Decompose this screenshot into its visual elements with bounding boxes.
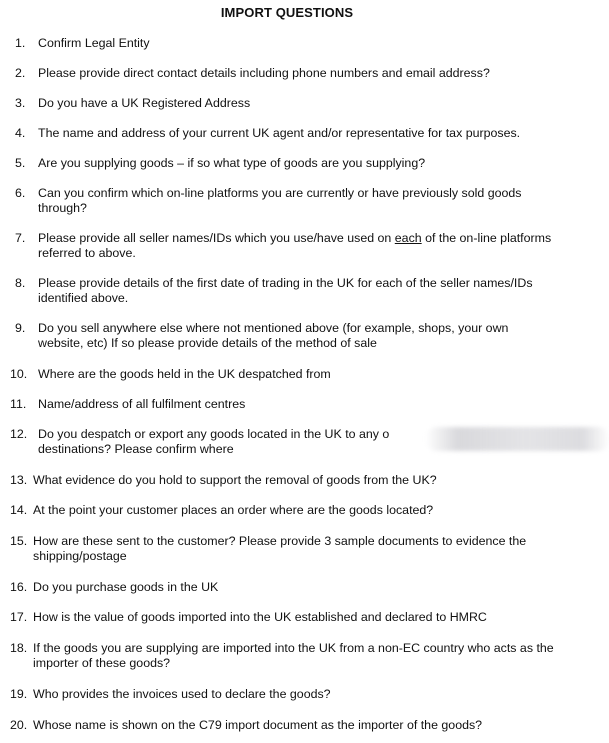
question-text: Do you purchase goods in the UK — [33, 580, 219, 594]
question-number: 8. — [15, 276, 26, 290]
question-18 — [0, 641, 583, 671]
question-text: Are you supplying goods – if so what type of goods are you supplying? — [38, 156, 426, 170]
question-text: The name and address of your current UK agent and/or representative for tax purposes. — [38, 126, 521, 140]
question-number: 6. — [15, 186, 26, 200]
question-text: How are these sent to the customer? Please provide 3 sample documents to evidence the shipping/postage — [33, 534, 527, 563]
question-number: 14. — [10, 503, 28, 517]
question-11 — [0, 397, 593, 412]
question-text: Where are the goods held in the UK despatched from — [38, 367, 331, 381]
question-19 — [0, 687, 588, 702]
question-text: Confirm Legal Entity — [38, 36, 150, 50]
question-10 — [0, 367, 593, 382]
question-text: Name/address of all fulfilment centres — [38, 397, 246, 411]
question-text: Do you have a UK Registered Address — [38, 96, 251, 110]
question-17 — [0, 610, 588, 625]
question-text: Please provide all seller names/IDs which you use/have used on each of the on-line platforms referred to above. — [38, 231, 552, 260]
question-13 — [0, 473, 588, 488]
document-title: IMPORT QUESTIONS — [220, 5, 354, 20]
question-text: Do you sell anywhere else where not mentioned above (for example, shops, your own website, etc) If so please provide details of the method of sale — [38, 321, 509, 350]
question-number: 5. — [15, 156, 26, 170]
question-number: 2. — [15, 66, 26, 80]
question-text: Whose name is shown on the C79 import document as the importer of the goods? — [33, 718, 483, 732]
question-text: Please provide details of the first date of trading in the UK for each of the seller names/IDs identified above. — [38, 276, 533, 305]
question-number: 16. — [10, 580, 28, 594]
question-number: 20. — [10, 718, 28, 732]
question-6 — [0, 186, 558, 216]
question-text: Who provides the invoices used to declare the goods? — [33, 687, 331, 701]
question-number: 13. — [10, 473, 28, 487]
question-number: 10. — [10, 367, 28, 381]
question-text: Please provide direct contact details including phone numbers and email address? — [38, 66, 490, 80]
question-5 — [0, 156, 588, 171]
question-4 — [0, 126, 588, 141]
question-text: If the goods you are supplying are imported into the UK from a non-EC country who acts as the importer of these goods? — [33, 641, 554, 670]
question-number: 17. — [10, 610, 28, 624]
question-number: 11. — [10, 397, 27, 411]
question-7 — [0, 231, 588, 261]
question-1 — [0, 36, 588, 51]
question-number: 9. — [15, 321, 26, 335]
question-14 — [0, 503, 588, 518]
question-text: Do you despatch or export any goods located in the UK to any o — [38, 427, 390, 441]
question-2 — [0, 66, 588, 81]
question-text: How is the value of goods imported into the UK established and declared to HMRC — [33, 610, 487, 624]
redaction-blur — [425, 427, 609, 451]
question-text: At the point your customer places an order where are the goods located? — [33, 503, 434, 517]
question-9 — [0, 321, 548, 351]
question-number: 15. — [10, 534, 28, 548]
question-16 — [0, 580, 588, 595]
question-number: 7. — [15, 231, 26, 245]
question-number: 12. — [10, 427, 28, 441]
question-number: 19. — [10, 687, 28, 701]
question-8 — [0, 276, 573, 306]
question-3 — [0, 96, 588, 111]
question-number: 4. — [15, 126, 26, 140]
question-20 — [0, 718, 588, 733]
question-number: 1. — [15, 36, 26, 50]
emphasis-each: each — [394, 231, 422, 245]
question-text: Can you confirm which on-line platforms you are currently or have previously sold goods through? — [38, 186, 522, 215]
question-text: What evidence do you hold to support the removal of goods from the UK? — [33, 473, 437, 487]
question-number: 3. — [15, 96, 26, 110]
question-15 — [0, 534, 578, 564]
question-text-line-2: destinations? Please confirm where — [38, 442, 234, 456]
question-number: 18. — [10, 641, 28, 655]
